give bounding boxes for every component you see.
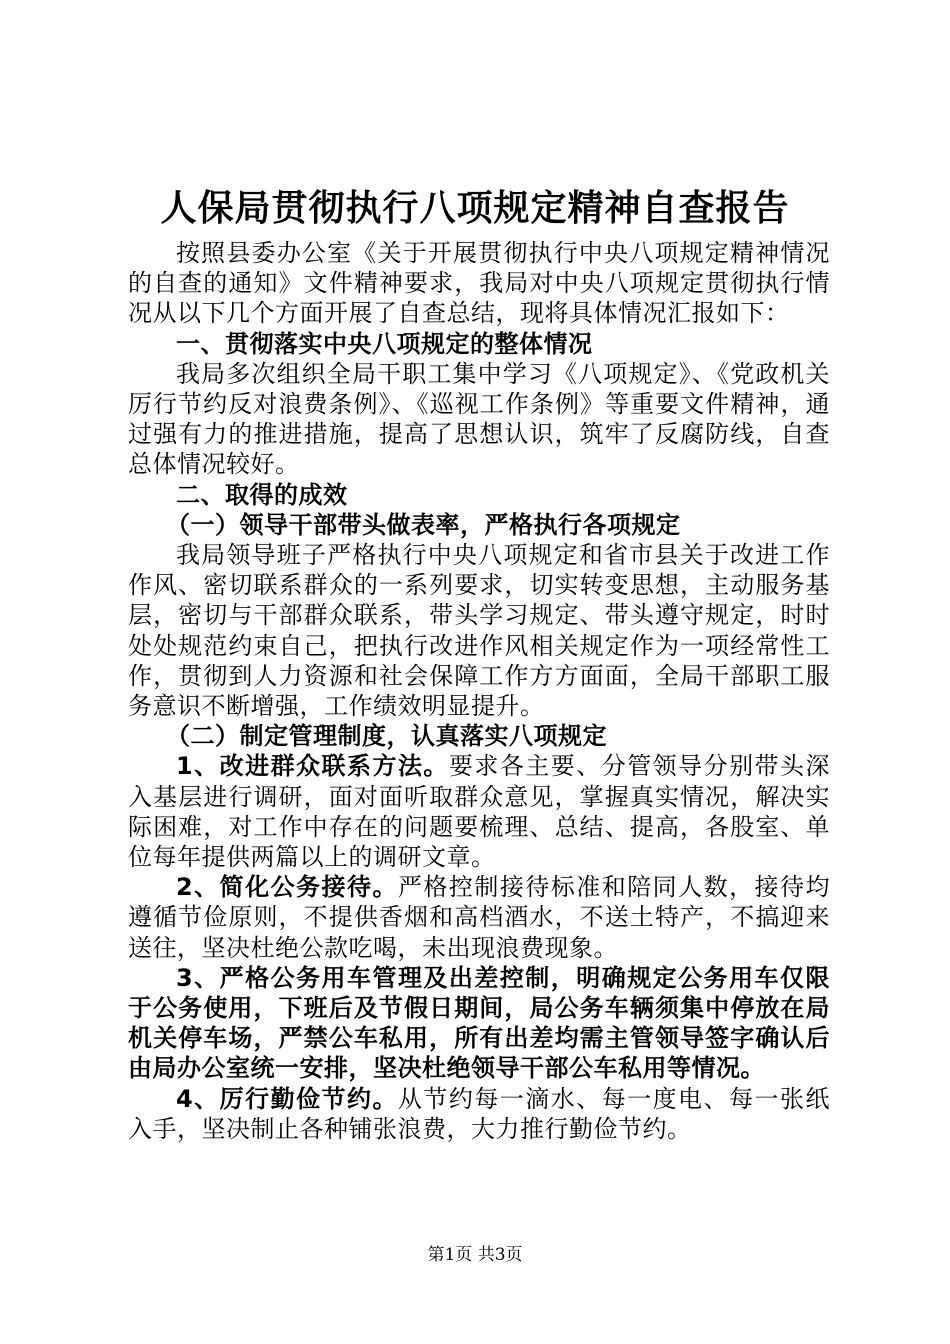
page-footer: 第1页 共3页 [427,1245,523,1265]
section-2-heading: 二、取得的成效 [176,480,348,509]
item-2-text: 严格控制接待标准和陪同人数，接待均遵循节俭原则，不提供香烟和高档酒水，不送土特产，不搞迎来送往，坚决杜绝公款吃喝，未出现浪费现象。 [128,873,831,962]
document-body [128,238,830,1144]
item-4-text: 从节约每一滴水、每一度电、每一张纸入手，坚决制止各种铺张浪费，大力推行勤俭节约。 [128,1084,831,1143]
subsection-1-paragraph: 我局领导班子严格执行中央八项规定和省市县关于改进工作作风、密切联系群众的一系列要求，切实转变思想，主动服务基层，密切与干部群众联系，带头学习规定、带头遵守规定，时时处处规范约束自己，把执行改进作风相关规定作为一项经常性工作，贯彻到人力资源和社会保障工作方方面面，全局干部职工服务意识不断增强，工作绩效明显提升。 [128,541,830,721]
intro-paragraph: 按照县委办公室《关于开展贯彻执行中央八项规定精神情况的自查的通知》文件精神要求，我局对中央八项规定贯彻执行情况从以下几个方面开展了自查总结，现将具体情况汇报如下： [128,239,830,328]
item-1-lead: 1、改进群众联系方法。 [176,752,449,781]
item-2-paragraph [128,872,830,963]
item-2-lead: 2、简化公务接待。 [176,873,398,902]
section-1-heading: 一、贯彻落实中央八项规定的整体情况 [176,329,593,358]
item-4-lead: 4、厉行勤俭节约。 [176,1084,398,1113]
document-title: 人保局贯彻执行八项规定精神自查报告 [160,187,790,229]
subsection-1-heading: （一）领导干部带头做表率，严格执行各项规定 [166,510,681,539]
section-1-paragraph: 我局多次组织全局干职工集中学习《八项规定》、《党政机关厉行节约反对浪费条例》、《巡视工作条例》等重要文件精神，通过强有力的推进措施，提高了思想认识，筑牢了反腐防线，自查总体情况较好。 [128,359,830,479]
item-3-paragraph: 3、严格公务用车管理及出差控制，明确规定公务用车仅限于公务使用，下班后及节假日期间，局公务车辆须集中停放在局机关停车场，严禁公车私用，所有出差均需主管领导签字确认后由局办公室统一安排，坚决杜绝领导干部公车私用等情况。 [128,963,830,1083]
subsection-2-heading: （二）制定管理制度，认真落实八项规定 [166,722,607,751]
item-1-text: 要求各主要、分管领导分别带头深入基层进行调研，面对面听取群众意见，掌握真实情况，解决实际困难，对工作中存在的问题要梳理、总结、提高，各股室、单位每年提供两篇以上的调研文章。 [128,752,830,872]
item-1-paragraph [128,751,830,872]
item-4-paragraph [128,1084,830,1144]
